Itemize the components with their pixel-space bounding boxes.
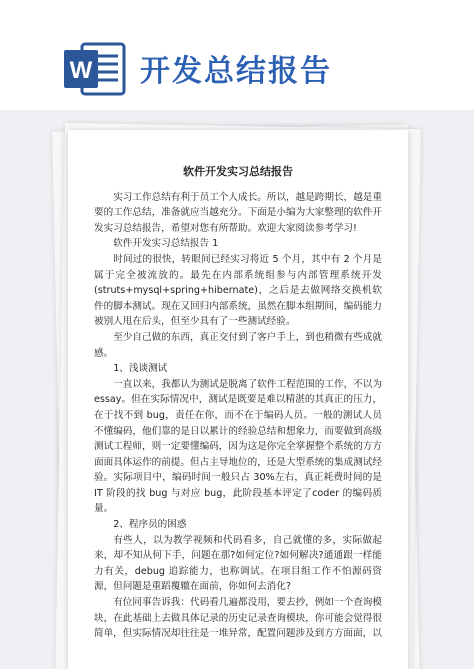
document-page <box>68 130 408 669</box>
paragraph: 一直以来，我都认为测试是脱离了软件工程范围的工作，不以为essay。但在实际情况中，测试是既要是难以精湛的其真正的压力，在于找不到 bug，责任在你，而不在于编码人员。一般的测试人员不懂编码，他们靠的是日以累计的经验总结和想象力，而要做到高级测试工程师，则一定要懂编码，因为这是你完全掌握整个系统的方方面面具体运作的前提。但占主导地位的，还是大型系统的集成测试经验。实际项目中，编码时间一般只占 30%左右，真正耗费时间的是 IT 阶段的找 bug 与对应 bug，此阶段基本评定了coder 的编码质量。 <box>94 378 382 515</box>
banner <box>0 0 474 110</box>
section-heading: 2、程序员的困惑 <box>113 519 187 531</box>
paragraph: 有些人，以为教学视频和代码看多，自己就懂的多，实际做起来，却不知从何下手，问题在那?如何定位?如何解决?通通跟一样能力有关，debug 追踪能力，也称调试。在项目组工作不怕源码资源，但问题是重蹈覆辙在面前，你如何去消化? <box>94 534 382 593</box>
word-icon-letter: W <box>69 57 93 84</box>
paragraph: 实习工作总结有利于员工个人成长。所以，越是跨期长，越是重要的工作总结，准备就应当越充分。下面是小编为大家整理的软件开发实习总结报告，希望对您有所帮助。欢迎大家阅读参考学习! <box>94 191 382 234</box>
document-preview <box>0 110 474 669</box>
section-heading: 1、浅谈测试 <box>113 363 168 375</box>
banner-title: 开发总结报告 <box>140 54 332 89</box>
paragraph: 软件开发实习总结报告 1 <box>113 238 219 250</box>
document-title: 软件开发实习总结报告 <box>183 165 293 178</box>
paragraph: 至少自己做的东西，真正交付到了客户手上，到也稍微有些成就感。 <box>94 331 382 359</box>
paragraph: 有位同事告诉我：代码看几遍都没用，要去抄，例如一个查询模块，在此基础上去做具体记录的历史记录查询模块，你可能会觉得很简单，但实际情况却往往是一堆异常，配置问题涉及到方方面面，以 <box>94 597 382 640</box>
paragraph: 时间过的很快，转眼间已经实习将近 5 个月，其中有 2 个月是属于完全被流放的。最先在内部系统组参与内部管理系统开发(struts+mysql+spring+hibernate)，之后是去做网络交换机软件的脚本测试。现在又回归内部系统，虽然在脚本组期间，编码能力被别人甩在后头，但至少具有了一些测试经验。 <box>94 253 382 328</box>
word-icon <box>64 40 126 98</box>
